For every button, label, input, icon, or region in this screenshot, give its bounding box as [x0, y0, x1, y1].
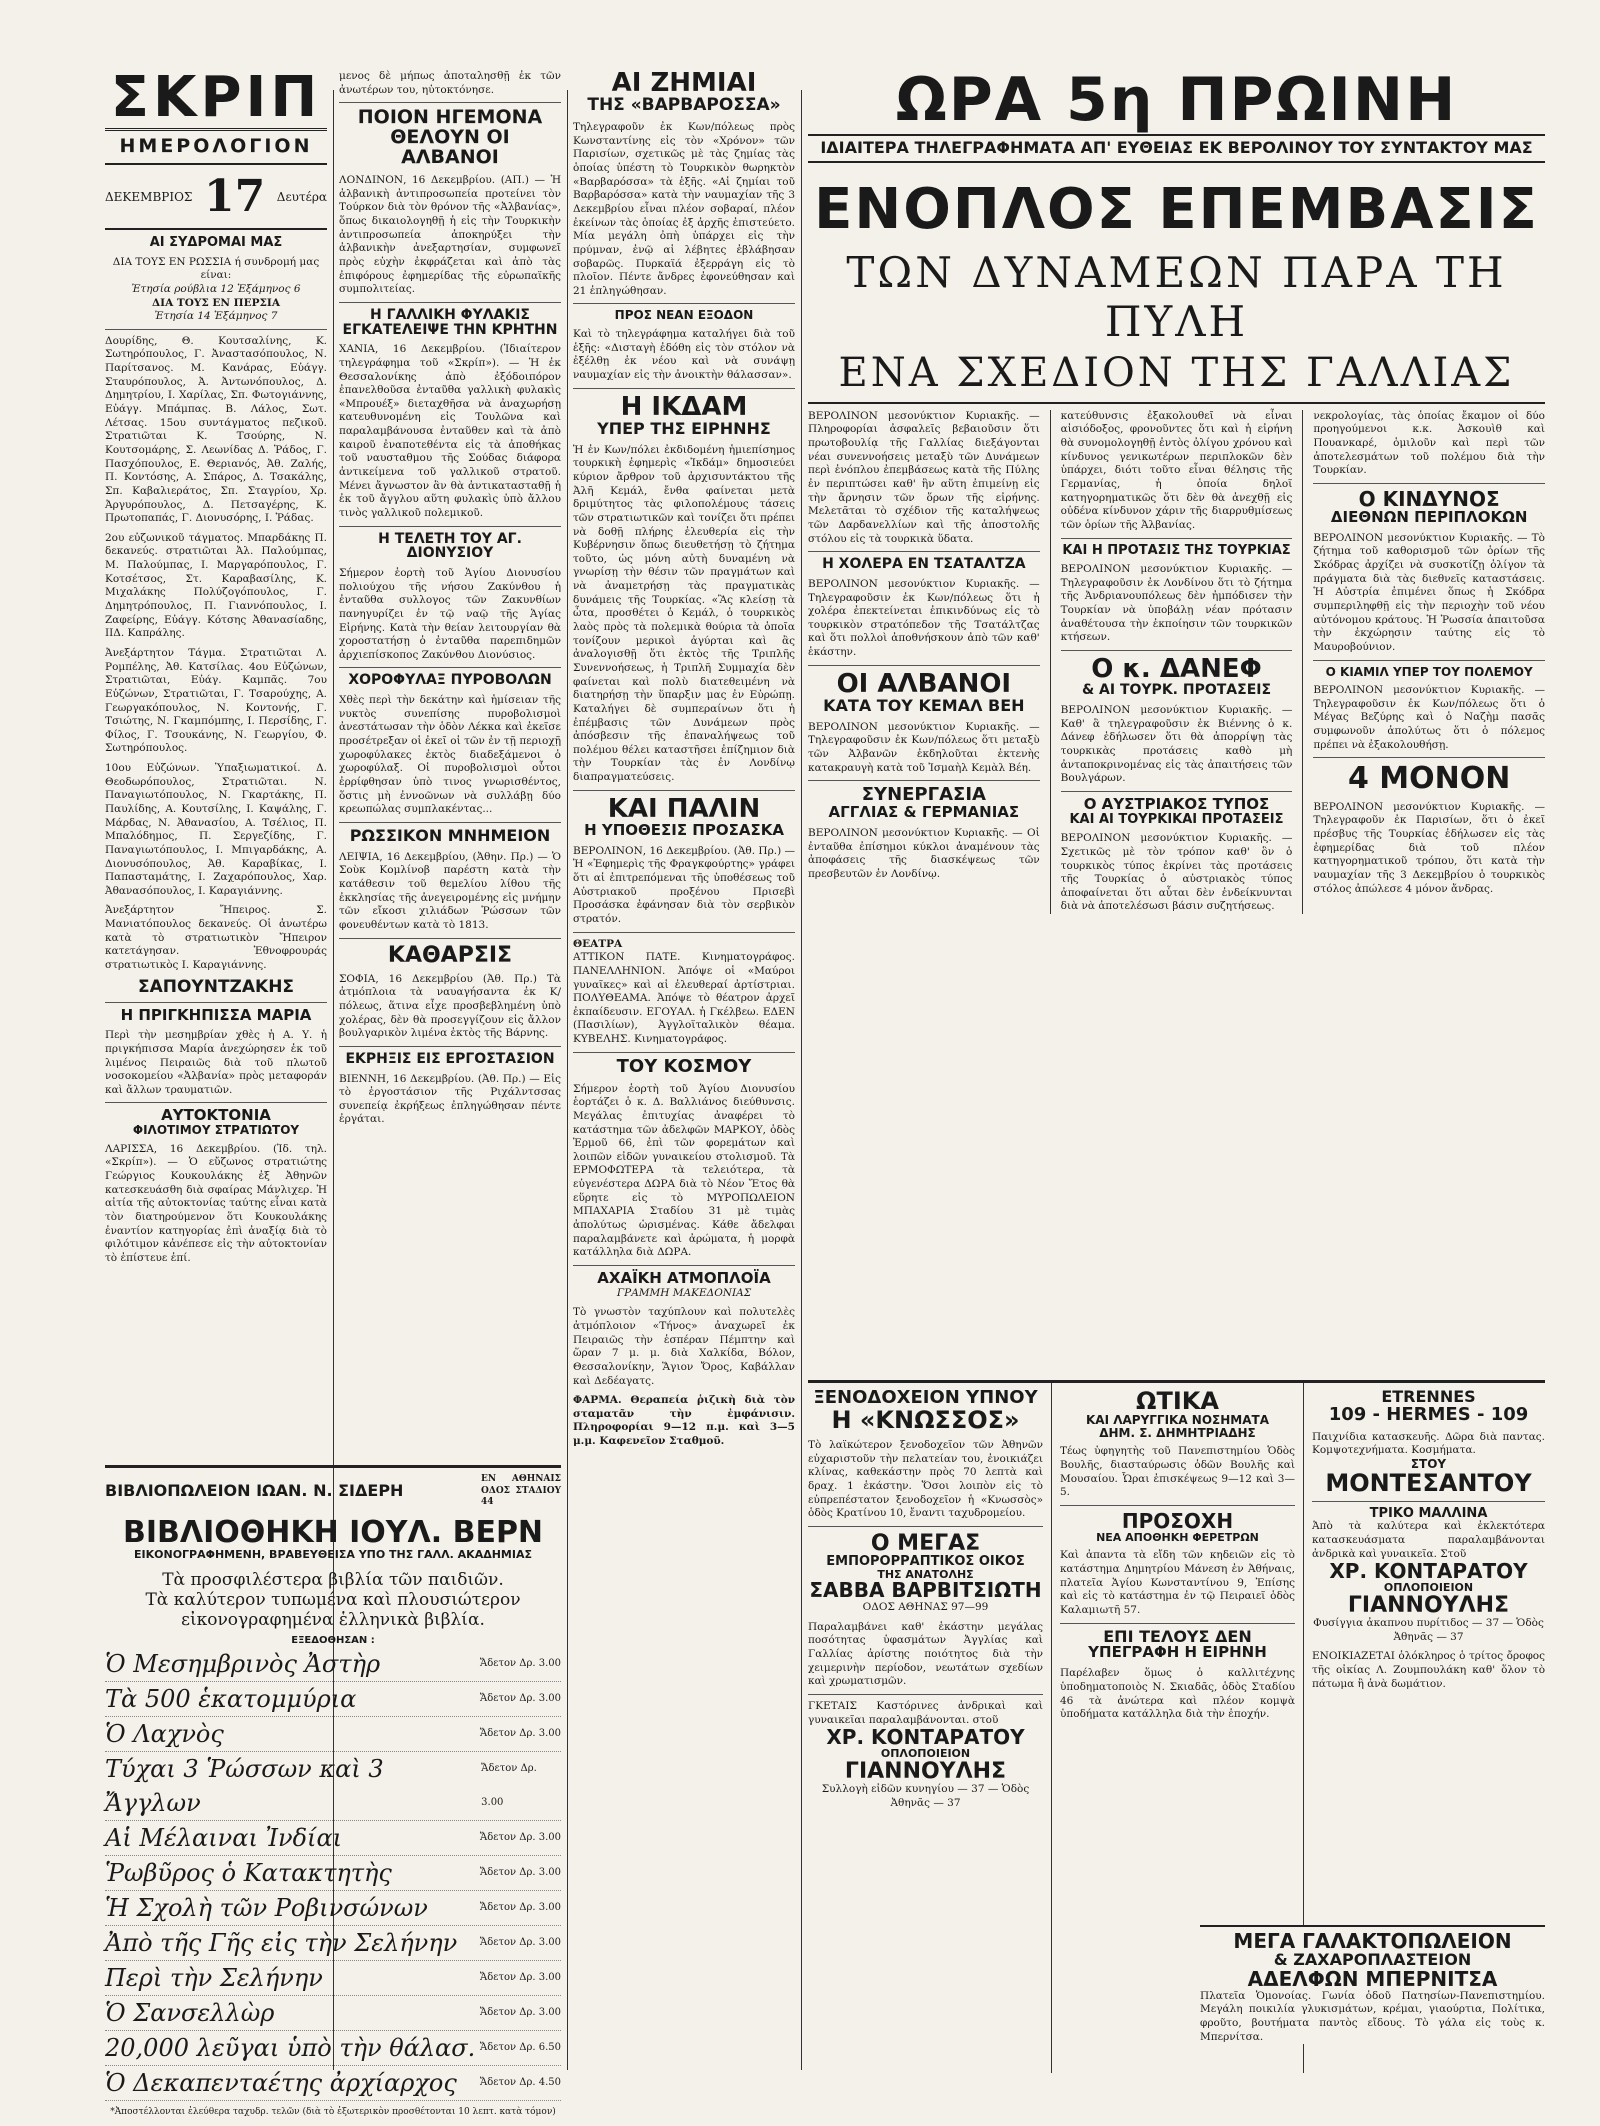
mega-address: ΟΔΟΣ ΑΘΗΝΑΣ 97—99	[862, 1601, 989, 1614]
four-only-heading: 4 ΜΟΝΟΝ	[1347, 761, 1511, 797]
etrennes-heading: ETRENNES	[1381, 1387, 1476, 1406]
guard-heading-1: Η ΓΑΛΛΙΚΗ ΦΥΛΑΚΙΣ	[370, 306, 530, 323]
book-list	[105, 1647, 561, 2101]
ikdam-heading-2: ΥΠΕΡ ΤΗΣ ΕΙΡΗΝΗΣ	[597, 418, 771, 438]
book-item	[105, 1647, 561, 1682]
coop-heading-1: ΣΥΝΕΡΓΑΣΙΑ	[861, 784, 986, 806]
attention-subheading: ΝΕΑ ΑΠΟΘΗΚΗ ΦΕΡΕΤΡΩΝ	[1096, 1530, 1259, 1544]
ikdam-heading-1: Η ΙΚΔΑΜ	[620, 391, 748, 422]
main-subcolumns	[808, 410, 1545, 914]
ear-doctor: ΔΗΜ. Σ. ΔΗΜΗΤΡΙΑΔΗΣ	[1099, 1425, 1256, 1440]
mega-heading-2: ΕΜΠΟΡΟΡΡΑΠΤΙΚΟΣ ΟΙΚΟΣ	[826, 1554, 1025, 1570]
book-price: Ἄδετον Δρ. 3.00	[479, 1727, 561, 1739]
verne-line-2: Τὰ καλύτερον τυπωμένα καὶ πλουσιώτερον εἰκονογραφημένα ἑλληνικὰ βιβλία.	[145, 1590, 521, 1631]
montesantou-heading: ΜΟΝΤΕΣΑΝΤΟΥ	[1325, 1468, 1532, 1497]
attention-heading: ΠΡΟΣΟΧΗ	[1121, 1508, 1234, 1533]
book-item	[105, 1752, 561, 1821]
ties-text: ΓΚΕΤΑΙΣ Καστόρινες ἀνδρικαὶ καὶ γυναικεῖαι παραλαμβάνονται. στοῦ	[808, 1700, 1043, 1726]
mega-heading-4: ΣΑΒΒΑ ΒΑΡΒΙΤΣΙΩΤΗ	[809, 1578, 1042, 1603]
verne-line-1: Τὰ προσφιλέστερα βιβλία τῶν παιδιῶν.	[162, 1570, 504, 1591]
ship-subheading: ΓΡΑΜΜΗ ΜΑΚΕΔΟΝΙΑΣ	[616, 1286, 752, 1299]
book-title: Περὶ τὴν Σελήνην	[105, 1963, 323, 1992]
hotel-heading-1: ΞΕΝΟΔΟΧΕΙΟΝ ΥΠΝΟΥ	[813, 1387, 1038, 1408]
giannoulis-2-address: Φυσίγγια ἀκαπνου πυρίτιδος — 37 — Ὁδὸς Ἀθηνᾶς — 37	[1313, 1616, 1544, 1643]
book-title: Τύχαι 3 Ῥώσσων καὶ 3 Ἄγγλων	[105, 1754, 384, 1817]
barb-text: Τηλεγραφοῦν ἐκ Κων/πόλεως πρὸς Κωνσταντίνης εἰς τὸν «Χρόνον» τῶν Παρισίων, σχετικῶς μὲ τὰς ζημίας τὰς ὁποίας ὑπέστη τὸ Τουρκικὸν θωρηκτὸν «Βαρβαρόσσα» τὰ ἑξῆς. «Αἱ ζημίαι τοῦ Βαρβαρόσσα» κατὰ τὴν ναυμαχίαν τῆς 3 Δεκεμβρίου εἶναι πλέον σοβαραί, πλέον ἐκείνων τὰς ὁποίας ἐξ ἀρχῆς ἐπιστεύετο. Μία μεγάλη ὀπὴ ὑπάρχει εἰς τὴν πρύμναν, ἐνῷ αἱ λέβητες ἐβλάβησαν σοβαρῶς. Πυρκαϊά ἐξερράγη εἰς τὸ πλοῖον. Πέντε ἄνδρες ἐφονεύθησαν καὶ 21 ἐπληγώθησαν.	[573, 121, 795, 297]
ikdam-text: Ἡ ἐν Κων/πόλει ἐκδιδομένη ἡμιεπίσημος τουρκικὴ ἐφημερὶς «Ἰκδάμ» δημοσιεύει κύριον ἄρθρον τοῦ ἀρχισυντάκτου τῆς Ἀλῆ Κεμάλ, ἔνθα φαίνεται μετὰ δριμύτητος τὰς φιλοπολέμους τάσεις τῶν στρατιωτικῶν καὶ τονίζει ὅτι πρέπει νὰ δοθῇ πλήρης ἐλευθερία εἰς τὴν Κυβέρνησιν ὅπως διευθετήσῃ τὸ ζήτημα τοῦτο, ὡς μόνη αὐτὴ δυναμένη νὰ γνωρίσῃ τὴν θέσιν τῶν πραγμάτων καὶ νὰ ἀναμετρήσῃ τὰς πραγματικὰς δυνάμεις τῆς Τουρκίας. «Ἂς κλείσῃ τὰ ὦτα, προσθέτει ὁ Κεμάλ, ὁ τουρκικὸς λαὸς πρὸς τὰ πολεμικὰ θούρια τὰ ὁποῖα τονίζουν μερικοὶ ἀγύρται καὶ ἂς ἀναλογισθῇ ὅτι ἐκτὸς τῆς Τριπλῆς Συνεννοήσεως, ἡ Τριπλῆ Συμμαχία δὲν φαίνεται καὶ πολὺ διατεθειμένη νὰ διατηρήσῃ τὴν ὕπαρξιν μας ἐν Εὐρώπῃ. Καταλήγει δὲ συμπεραίνων ὅτι ἡ ἐπέμβασις τῶν Δυνάμεων πρὸς ἀπόσβεσιν τῆς ἐπαναλήψεως τοῦ πολέμου θέλει καταστῆσει ἐπίζημιον διὰ τὴν Τουρκίαν τὰς ἐν Λονδίνῳ διαπραγματεύσεις.	[573, 443, 795, 784]
suicide-heading: ΑΥΤΟΚΤΟΝΙΑ	[161, 1106, 271, 1125]
date-month: ΔΕΚΕΜΒΡΙΟΣ	[105, 189, 193, 204]
austrian-press-text: ΒΕΡΟΛΙΝΟΝ μεσονύκτιον Κυριακῆς. — Σχετικῶς μὲ τὸν τρόπον καθ' ὃν ὁ τουρκικὸς τύπος ἐκρίνει τὰς προτάσεις τῆς Τουρκίας ὁ αὐστριακὸς τύπος ἀποφαίνεται ὅτι αὗται δὲν ἐνδείκνυνται διὰ νὰ ἀποτελέσωσι βάσιν συζητήσεως.	[1060, 832, 1293, 913]
leader-heading-2: ΘΕΛΟΥΝ ΟΙ ΑΛΒΑΝΟΙ	[390, 126, 510, 169]
guard-text: ΧΑΝΙΑ, 16 Δεκεμβρίου. (Ἰδιαίτερον τηλεγράφημα τοῦ «Σκρίπ»). — Ἡ ἐκ Θεσσαλονίκης ἀπὸ ἐξόδοιπόρον ἐπανελθοῦσα ἐνταῦθα γαλλικὴ φυλακὶς «Μπρουέξ» διεταχθῆσα νὰ ἀναχωρήσῃ κατευθυνομένη εἰς Τουλῶνα καὶ παραλαμβάνουσα ἐνταῦθεν καὶ τὰ ἀπὸ καιροῦ ἐναποτεθέντα εἰς τὰ ἀποθήκας τοῦ ναυσταθμου τῆς Σούδας διάφορα ἀντικείμενα τοῦ γαλλικοῦ στρατοῦ. Μένει ἄγνωστον ἂν θὰ ἀντικατασταθῇ ἡ ἐκ τοῦ ἄγγλου αὕτη φυλακὶς ὑπὸ ἄλλου τινὸς γαλλικοῦ πολεμικοῦ.	[339, 343, 561, 519]
book-item	[105, 1856, 561, 1891]
hermes-text: Παιχνίδια κατασκευῆς. Δῶρα διὰ παντας. Κομψοτεχνήματα. Κοσμήματα.	[1311, 1430, 1546, 1457]
subs-persia: ΔΙΑ ΤΟΥΣ ΕΝ ΠΕΡΣΙΑ	[152, 296, 280, 309]
peace-heading-2: ΥΠΕΓΡΑΦΗ Η ΕΙΡΗΝΗ	[1088, 1643, 1267, 1662]
danger-text: ΒΕΡΟΛΙΝΟΝ μεσονύκτιον Κυριακῆς. — Τὸ ζήτημα τοῦ καθορισμοῦ τῶν ὁρίων τῆς Σκόδρας ἀρχίζει νὰ συσκοτίζῃ ὁλίγον τὰ πράγματα διὰ τὰς διεθνεῖς καταστάσεις. Ἡ Αὐστρία ἐπιμένει ὅπως ἡ Σκόδρα συμπεριληφθῇ εἰς τὴν περιοχὴν τοῦ νέου αὐτόνομου κράτους. Ἡ Ῥωσσία ἀπαιτοῦσα τὴν ἐκχώρησιν ταύτης εἰς τὸ Μαυροβούνιον.	[1313, 531, 1545, 653]
book-price: Ἄδετον Δρ. 3.00	[479, 1692, 561, 1704]
mega-heading-1: Ο ΜΕΓΑΣ	[870, 1530, 981, 1556]
ads-col-a	[808, 1383, 1043, 2073]
book-item	[105, 1717, 561, 1752]
giannoulis-1: ΓΙΑΝΝΟΥΛΗΣ	[844, 1758, 1007, 1784]
albanians-text: ΒΕΡΟΛΙΝΟΝ μεσονύκτιον Κυριακῆς. — Τηλεγραφοῦσιν ἐκ Κων/πόλεως ὅτι μεταξὺ τῶν Ἀλβανῶν ἐκδηλοῦται ἐκτενὴς κατακραυγὴ κατὰ τοῦ Ἰσμαὴλ Κεμὰλ Βέη.	[808, 720, 1040, 774]
main-subcol-b	[1061, 410, 1293, 914]
austrian-press-heading-1: Ο ΑΥΣΤΡΙΑΚΟΣ ΤΥΠΟΣ	[1083, 794, 1270, 813]
ear-heading-2: ΚΑΙ ΛΑΡΥΓΓΙΚΑ ΝΟΣΗΜΑΤΑ	[1085, 1413, 1269, 1428]
giannoulis-2: ΓΙΑΝΝΟΥΛΗΣ	[1347, 1592, 1510, 1618]
masthead-title: ΣΚΡΙΠ	[105, 70, 327, 131]
bookshop-ad	[105, 1465, 561, 2117]
purge-heading: ΚΑΘΑΡΣΙΣ	[387, 942, 513, 968]
feast-heading: Η ΤΕΛΕΤΗ ΤΟΥ ΑΓ. ΔΙΟΝΥΣΙΟΥ	[378, 530, 522, 562]
cannon-text: Χθὲς περὶ τὴν δεκάτην καὶ ἡμίσειαν τῆς νυκτὸς συνεπίσης πυροβολισμοὶ ἀνεστάτωσαν τὴν ὁδὸν Λέκκα καὶ ἐκεῖσε προσέτρεξαν οἱ ἐκεῖ οἱ τῶν ἐν τῇ περιοχῇ χωροφύλακες ἐκτὸς διαδεξάμενοι ὁ χωροφύλαξ. Οἱ πυροβολισμοὶ οὗτοι ἐρρίφθησαν ὑπὸ τινος γνωρισθέντος, ὅστις μὴ ἐννοῶνων νὰ συλλάβῃ δύο κρεωπώλας συμπλακέντας...	[339, 694, 561, 816]
theatre-text: ΑΤΤΙΚΟΝ ΠΑΤΕ. Κινηματογράφος. ΠΑΝΕΛΛΗΝΙΟΝ. Ἀπόψε οἱ «Μαύροι γυναῖκες» καὶ αἱ ἐλευθεραί ἀρτίστριαι. ΠΟΛΥΘΕΑΜΑ. Ἀπόψε τὸ θέατρον ἀρχεῖ ἐκπαίδευσιν. ΕΓΟΥΑΛ. ἡ Γκέλβεω. ΕΔΕΝ (Πασιλίων), Ἀγγλοϊταλικὸν θέαμα. ΚΥΒΕΛΗΣ. Κινηματογράφος.	[573, 951, 795, 1046]
headline-2: ΤΩΝ ΔΥΝΑΜΕΩΝ ΠΑΡΑ ΤΗ ΠΥΛΗ	[846, 247, 1507, 346]
published-label: ΕΞΕΔΟΘΗΣΑΝ :	[291, 1635, 375, 1647]
banner-time: ΩΡΑ 5η ΠΡΩΙΝΗ	[895, 65, 1458, 135]
danger-heading-2: ΔΙΕΘΝΩΝ ΠΕΡΙΠΛΟΚΩΝ	[1330, 508, 1528, 526]
book-title: Ἡ Σχολὴ τῶν Ροβινσώνων	[105, 1893, 428, 1922]
book-title: Ὁ Μεσημβρινὸς Ἀστὴρ	[105, 1649, 381, 1678]
monument-heading: ΡΩΣΣΙΚΟΝ ΜΝΗΜΕΙΟΝ	[349, 825, 551, 845]
war-text: νεκρολογίας, τὰς ὁποίας ἔκαμον οἱ δύο προηγούμενοι κ.κ. Ἀσκουὶθ καὶ Πουανκαρέ, ὁμιλοῦν καὶ περὶ τῶν ἀποτελεσμάτων τοῦ πολέμου διὰ τὴν Τουρκίαν.	[1313, 409, 1545, 477]
albanians-heading-2: ΚΑΤΑ ΤΟΥ ΚΕΜΑΛ ΒΕΗ	[823, 696, 1025, 716]
verne-heading: ΒΙΒΛΙΟΘΗΚΗ ΙΟΥΛ. ΒΕΡΝ	[122, 1515, 544, 1551]
book-title: 20,000 λεῦγαι ὑπὸ τὴν θάλασ.	[105, 2033, 476, 2062]
book-price: Ἄδετον Δρ. 3.00	[479, 1971, 561, 1983]
bookshop-note: *Ἀποστέλλονται ἐλεύθερα ταχυδρ. τελῶν (διὰ τὸ ἐξωτερικὸν προσθέτονται 10 λεπτ. κατὰ τόμον)	[110, 2106, 556, 2117]
dairy-text: Πλατεῖα Ὁμονοίας. Γωνία ὁδοῦ Πατησίων-Πανεπιστημίου. Μεγάλη ποικιλία γλυκισμάτων, κρέμαι, γιαούρτια, Πολίτικα, φροῦτο, βουτήματα παντὸς εἴδους. Τὸ γάλα εἰς τοὺς κ. Μπερνίτσα.	[1200, 1989, 1545, 2043]
main-subcol-c	[1313, 410, 1545, 914]
col2-top-text: μενος δὲ μήπως ἀποταλησθῇ ἐκ τῶν ἀνωτέρων του, ηὐτοκτόνησε.	[339, 70, 561, 96]
book-price: Ἄδετον Δρ. 3.00	[479, 1657, 561, 1669]
ship-heading: ΑΧΑΪΚΗ ΑΤΜΟΠΛΟΪΑ	[597, 1268, 771, 1287]
book-item	[105, 1821, 561, 1856]
hermes-heading: 109 - HERMES - 109	[1328, 1403, 1529, 1425]
book-price: Ἄδετον Δρ. 3.00	[481, 1762, 537, 1808]
gunshop-2: ΟΠΛΟΠΟΙΕΙΟΝ	[1383, 1581, 1474, 1595]
suicide-text: ΛΑΡΙΣΣΑ, 16 Δεκεμβρίου. (Ἰδ. τηλ. «Σκρίπ»). — Ὁ εὔζωνος στρατιώτης Γεώργιος Κουκουλάκης ἐξ Ἀθηνῶν κατεσκευάσθη διὰ σφαίρας Μάνλιχερ. Ἡ αἰτία τῆς αὐτοκτονίας ταύτης εἶναι κατὰ τὸν διατηρούμενον ὅτι Κουκουλάκης ἐναντίον κατηγορίας ἐπὶ ἀναξίᾳ διὰ τὸ φιλότιμον κἀνέπεσε εἰς τὴν αὐτοκτονίαν τὸ ἐπίστευε ἐπί.	[105, 1142, 327, 1264]
book-title: Αἱ Μέλαιναι Ἰνδίαι	[105, 1823, 343, 1852]
kiamil-text: ΒΕΡΟΛΙΝΟΝ μεσονύκτιον Κυριακῆς. — Τηλεγραφοῦσιν ἐκ Κων/πόλεως ὅτι ὁ Μέγας Βεζύρης καὶ ὁ Ναζὴμ πασᾶς συμφωνοῦν ἀπολύτως ὅτι ὁ πόλεμος πρέπει νὰ ἐξακολουθήσῃ.	[1313, 684, 1545, 751]
subscriptions-heading: ΑΙ ΣΥΔΡΟΜΑΙ ΜΑΣ	[149, 235, 283, 250]
rent-text: ΕΝΟΙΚΙΑΖΕΤΑΙ ὁλόκληρος ὁ τρίτος ὄροφος τῆς οἰκίας Λ. Ζουμπουλάκη καθ' ὅλον τὸ πάτωμα ἢ ἀνὰ δωμάτιον.	[1311, 1650, 1546, 1690]
again-heading-1: ΚΑΙ ΠΑΛΙΝ	[607, 793, 761, 824]
ship-text: Τὸ γνωστὸν ταχύπλουν καὶ πολυτελὲς ἀτμόπλοιον «Τήνος» ἀναχωρεῖ ἐκ Πειραιῶς τὴν ἑσπέραν Πέμπτην καὶ ὥραν 7 μ. μ. διὰ Χαλκίδα, Βόλον, Θεσσαλονίκην, Ἅγιον Ὄρος, Καβάλλαν καὶ Δεδέαγατς.	[573, 1306, 795, 1387]
book-price: Ἄδετον Δρ. 6.50	[479, 2041, 561, 2053]
barb-heading-2: ΤΗΣ «ΒΑΡΒΑΡΟΣΣΑ»	[587, 95, 781, 116]
verne-subheading: ΕΙΚΟΝΟΓΡΑΦΗΜΕΝΗ, ΒΡΑΒΕΥΘΕΙΣΑ ΥΠΟ ΤΗΣ ΓΑΛΛ. ΑΚΑΔΗΜΙΑΣ	[134, 1547, 532, 1561]
book-item	[105, 2066, 561, 2101]
book-title: Ῥωβῦρος ὁ Κατακτητὴς	[105, 1858, 392, 1887]
kontaratou-2: ΧΡ. ΚΟΝΤΑΡΑΤΟΥ	[1329, 1559, 1528, 1584]
peace-text: Παρέλαβεν ὅμως ὁ καλλιτέχνης ὑποδηματοποιὸς Ν. Σκιαδᾶς, ὁδὸς Σταδίου 46 τὰ ἀνώτερα καὶ πλέον κομψὰ ὑποδήματα κατάλληλα διὰ τὴν ἐποχήν.	[1059, 1667, 1295, 1721]
princess-heading: Η ΠΡΙΓΚΗΠΙΣΣΑ ΜΑΡΙΑ	[120, 1005, 312, 1024]
world-heading: ΤΟΥ ΚΟΣΜΟΥ	[616, 1055, 752, 1077]
newspaper-page	[105, 65, 1546, 2117]
book-item	[105, 1891, 561, 1926]
book-item	[105, 1682, 561, 1717]
blast-heading: ΕΚΡΗΞΙΣ ΕΙΣ ΕΡΓΟΣΤΑΣΙΟΝ	[345, 1050, 555, 1067]
bookshop-address: ΕΝ ΑΘΗΝΑΙΣ ΟΔΟΣ ΣΤΑΔΙΟΥ 44	[481, 1474, 561, 1508]
book-price: Ἄδετον Δρ. 3.00	[479, 2006, 561, 2018]
leader-heading-1: ΠΟΙΟΝ ΗΓΕΜΟΝΑ	[357, 106, 543, 129]
dairy-heading-3: ΑΔΕΛΦΩΝ ΜΠΕΡΝΙΤΣΑ	[1247, 1966, 1498, 1991]
lead-text: ΒΕΡΟΛΙΝΟΝ μεσονύκτιον Κυριακῆς. — Πληροφορίαι ἀσφαλεῖς βεβαιοῦσιν ὅτι πρωτοβουλίᾳ τῆς Γαλλίας διεξάγονται νέαι συνεννοήσεις μεταξὺ τῶν Δυνάμεων περὶ ἐνόπλου ἐπεμβάσεως κατὰ τῆς Πύλης ἐν περιπτώσει καθ' ἣν αὕτη ἐπιμείνῃ εἰς τὴν ἄρνησιν τῶν ὅρων τῆς εἰρήνης. Μελετᾶται τὸ σχέδιον τῆς καταλήψεως τῶν Δαρδανελλίων καὶ τῆς ἀποστολῆς στόλου εἰς τὰ τουρκικὰ ὕδατα.	[808, 409, 1040, 545]
ear-text: Τέως ὑφηγητὴς τοῦ Πανεπιστημίου Ὁδὸς Βουλῆς, διασταύρωσις ὁδῶν Βουλῆς καὶ Μουσαίου. Ὧραι ἐπισκέψεως 9—12 καὶ 3—5.	[1059, 1445, 1295, 1499]
turk-proposal-heading: ΚΑΙ Η ΠΡΟΤΑΣΙΣ ΤΗΣ ΤΟΥΡΚΙΑΣ	[1062, 542, 1291, 558]
book-item	[105, 1961, 561, 1996]
date-weekday: Δευτέρα	[276, 189, 327, 204]
headline-1: ΕΝΟΠΛΟΣ ΕΠΕΜΒΑΣΙΣ	[814, 176, 1539, 242]
pharm-text: ΦΑΡΜΑ. Θεραπεία ῥιζικὴ διὰ τὸν σταματᾶν τὴν ἐμφάνισιν. Πληροφορίαι 9—12 π.μ. καὶ 3—5 μ.μ. Καφενεῖον Σταθμοῦ.	[573, 1394, 795, 1448]
book-title: Ὁ Δεκαπενταέτης ἀρχίαρχος	[105, 2068, 457, 2097]
cholera-heading: Η ΧΟΛΕΡΑ ΕΝ ΤΣΑΤΑΛΤΖΑ	[822, 556, 1026, 573]
main-subcol-a	[808, 410, 1040, 914]
suicide-subheading: ΦΙΛΟΤΙΜΟΥ ΣΤΡΑΤΙΩΤΟΥ	[132, 1123, 300, 1138]
book-price: Ἄδετον Δρ. 3.00	[479, 1831, 561, 1843]
again-heading-2: Η ΥΠΟΘΕΣΙΣ ΠΡΟΣΑΣΚΑ	[584, 821, 784, 840]
subs-russia: ΔΙΑ ΤΟΥΣ ΕΝ ΡΩΣΣΙΑ ή συνδρομή μας είναι:	[112, 255, 320, 282]
gunshop-1: ΟΠΛΟΠΟΙΕΙΟΝ	[880, 1747, 971, 1761]
soap-name: ΣΑΠΟΥΝΤΖΑΚΗΣ	[137, 976, 295, 997]
kiamil-heading: Ο ΚΙΑΜΙΛ ΥΠΕΡ ΤΟΥ ΠΟΛΕΜΟΥ	[1325, 664, 1533, 679]
book-item	[105, 1996, 561, 2031]
column-3	[573, 70, 795, 2080]
lead-text-2: κατεύθυνσις ἐξακολουθεῖ νὰ εἶναι αἰσιόδοξος, φρονοῦντες ὅτι καὶ ἡ εἰρήνη θὰ συνομολογηθῇ ἐντὸς ὀλίγου χρόνου καὶ κίνδυνος γενικωτέρων περιπλοκῶν δὲν ὑπάρχει, διότι τοῦτο εἶναι θέλησις τῆς Γερμανίας, ἡ ὁποία δηλοῖ κατηγορηματικῶς ὅτι δὲν θὰ ἀνεχθῇ εἰς οὐδένα κίνδυνον χάριν τῆς διαρρυθμίσεως τῶν ὁρίων τῆς Ἀλβανίας.	[1060, 409, 1293, 531]
mega-heading-3: ΤΗΣ ΑΝΑΤΟΛΗΣ	[877, 1567, 974, 1581]
feast-text: Σήμερον ἑορτὴ τοῦ Ἁγίου Διονυσίου πολιούχου τῆς νήσου Ζακύνθου ἡ ἐνταῦθα συλλογος τῶν Ζακυνθίων πανηγυρίζει ἐν τῷ ναῷ τῆς Ἁγίας Εἰρήνης. Κατὰ τὴν θείαν λειτουργίαν θὰ χοροστατήσῃ ὁ ἐνταῦθα παρεπιδημῶν ἀρχιεπίσκοπος Ζακύνθου Διονύσιος.	[339, 566, 561, 661]
danef-text: ΒΕΡΟΛΙΝΟΝ μεσονύκτιον Κυριακῆς. — Καθ' ἃ τηλεγραφοῦσιν ἐκ Βιέννης ὁ κ. Δάνεφ ἐδήλωσεν ὅτι θὰ ἀπορρίψῃ τὰς τουρκικὰς προτάσεις καθὸ μὴ ἀνταποκρινομένας εἰς τὰς ἀπαιτήσεις τῶν Βουλγάρων.	[1060, 704, 1293, 785]
theatre-heading: ΘΕΑΤΡΑ	[573, 937, 623, 950]
subs-russia-rate: Ἐτησία ρούβλια 12 Ἑξάμηνος 6	[131, 282, 301, 295]
blast-text: ΒΙΕΝΝΗ, 16 Δεκεμβρίου. (Ἀθ. Πρ.) — Εἰς τὸ ἐργοστάσιον τῆς Ριχάλντσσας συνεπείᾳ ἐκρήξεως ἐπληγώθησαν πέντε ἐργάται.	[339, 1072, 561, 1126]
coop-heading-2: ΑΓΓΛΙΑΣ & ΓΕΡΜΑΝΙΑΣ	[828, 803, 1020, 822]
kontaratou-1: ΧΡ. ΚΟΝΤΑΡΑΤΟΥ	[826, 1725, 1025, 1750]
attention-text: Καὶ ἀπαντα τὰ εἴδη τῶν κηδειῶν εἰς τὸ κατάστημα Δημητρίου Μάνεση ἐν Ἀθήναις, πλατεῖα Ἁγίου Κωνσταντίνου 9, Ἐπίσης καὶ εἰς τὸ κατάστημα ἐν τῷ Πειραιεῖ ὁδὸς Καλαμιωτῆ 57.	[1059, 1549, 1295, 1617]
casualty-list-2: 2ου εὐζωνικοῦ τάγματος. Μπαρδάκης Π. δεκανεύς. στρατιῶται Ἀλ. Παλούμπας, Μ. Παλούμπας, Ι. Μαργαρόπουλος, Γ. Κοτσέτσος, Στ. Καραβασίλης, Κ. Μιχαλάκης Πολύζογόπουλος, Γ. Δημητρόπουλος, Π. Γιαννόπουλος, Ι. Ζαφείρης, Εὐάγγ. Κότσης Ἀθανασίαδης, ΙΙΔ. Καπράλης.	[105, 531, 327, 640]
book-price: Ἄδετον Δρ. 3.00	[479, 1901, 561, 1913]
turk-proposal-text: ΒΕΡΟΛΙΝΟΝ μεσονύκτιον Κυριακῆς. — Τηλεγραφοῦσιν ἐκ Λονδίνου ὅτι τὸ ζήτημα τῆς Ἀνδριανουπόλεως δὲν ἠμπόδισεν τὴν Τουρκίαν νὰ ὑποβάλῃ νέαν πρότασιν ἀναθέτουσα τὴν ἐκποίησιν τῶν τουρκικῶν κτήσεων.	[1060, 563, 1293, 644]
book-item	[105, 1926, 561, 1961]
danef-subheading: & ΑΙ ΤΟΥΡΚ. ΠΡΟΤΑΣΕΙΣ	[1081, 682, 1272, 699]
hotel-heading-2: Η «ΚΝΩΣΣΟΣ»	[831, 1405, 1020, 1434]
bookshop-name: ΒΙΒΛΙΟΠΩΛΕΙΟΝ ΙΩΑΝ. Ν. ΣΙΔΕΡΗ	[105, 1481, 404, 1501]
book-title: Τὰ 500 ἑκατομμύρια	[105, 1684, 357, 1713]
book-title: Ἀπὸ τῆς Γῆς εἰς τὴν Σελήνην	[105, 1928, 458, 1957]
ear-heading-1: ΩΤΙΚΑ	[1136, 1387, 1219, 1415]
casualty-list-5: Ἀνεξάρτητον Ἤπειρος. Σ. Μανιατόπουλος δεκανεύς. Οἱ ἀνωτέρω κατὰ τὸ στρατιωτικὸν Ἤπειρον κατετάγησαν. Ἐθνοφρουράς στρατιωτικὸς Ι. Καραγιάννης.	[105, 904, 327, 972]
mega-text: Παραλαμβάνει καθ' ἑκάστην μεγάλας ποσότητας ὑφασμάτων Ἀγγλίας καὶ Γαλλίας ἀρίστης ποιότητος διὰ τὴν χειμερινὴν περίοδον, νεωτάτων σχεδίων καὶ χρωματισμῶν.	[808, 1620, 1043, 1688]
tricot-heading: ΤΡΙΚΟ ΜΑΛΛΙΝΑ	[1369, 1505, 1488, 1521]
subs-persia-rate: Ἐτησία 14 Ἑξάμηνος 7	[154, 310, 278, 323]
princess-text: Περὶ τὴν μεσημβρίαν χθὲς ἡ Α. Υ. ἡ πριγκήπισσα Μαρία ἀνεχώρησεν ἐκ τοῦ λιμένος Πειραιῶς διὰ τοῦ πλωτοῦ νοσοκομείου «Ἀλβανία» πρὸς μεταφοράν καὶ ἄλλων τραυματιῶν.	[105, 1029, 327, 1096]
leader-text: ΛΟΝΔΙΝΟΝ, 16 Δεκεμβρίου. (ΑΠ.) — Ἡ ἀλβανικὴ ἀντιπροσωπεία προτείνει τὸν Τούρκον διὰ τὸν θρόνον τῆς «Ἀλβανίας», ὅπως δικαιολογηθῇ ἡ εἰς τὴν Τουρκικὴν ἀντιπροσωπεία ἀποκηρύξει τὴν ἀλβανικὴν ἀνεξαρτησίαν, συμφωνεῖ πρὸς εὐχὴν ἐκφράζεται καὶ ἀπὸ τὰς ἐπιφόρους ἐφημερίδας τῆς εὐρωπαϊκῆς συμπολιτείας.	[339, 174, 561, 296]
casualty-list-3: Ἀνεξάρτητον Τάγμα. Στρατιῶται Λ. Ρομπέλης, Ἀθ. Κατσίλας. 4ου Εὐζώνων, Στρατιῶται, Εὐάγ. Καμπᾶς. 7ου Εὐζώνων, Στρατιῶται, Γ. Τσαρούχης, Α. Γεωργακόπουλος, Ν. Κοντονής, Γ. Τσιώτης, Ν. Γκαμπόμπης, Ι. Περσίδης, Γ. Φίλος, Γ. Τσουκάνης, Ν. Γεωργίου, Φ. Σωτηρόπουλος.	[105, 646, 327, 755]
barb-heading-1: ΑΙ ΖΗΜΙΑΙ	[611, 68, 757, 98]
date-day: 17	[203, 171, 266, 222]
dairy-heading-2: & ΖΑΧΑΡΟΠΛΑΣΤΕΙΟΝ	[1273, 1950, 1472, 1969]
exit-text: Καὶ τὸ τηλεγράφημα καταλήγει διὰ τοῦ ἑξῆς: «Δισταγὴ ἐδόθη εἰς τὸν στόλον νὰ ἐξέλθῃ ἐκ νέου καὶ νὰ συνάψῃ ναυμαχίαν εἰς τὴν ἀνοικτὴν θάλασσαν».	[573, 328, 795, 381]
coop-text: ΒΕΡΟΛΙΝΟΝ μεσονύκτιον Κυριακῆς. — Οἱ ἐνταῦθα ἐπίσημοι κύκλοι ἀναμένουν τὰς ἀποφάσεις τῆς διασκέψεως τῶν πρεσβευτῶν ἐν Λονδίνῳ.	[808, 827, 1040, 880]
montesantou-pre: ΣΤΟΥ	[1410, 1456, 1447, 1471]
austrian-press-heading-2: ΚΑΙ ΑΙ ΤΟΥΡΚΙΚΑΙ ΠΡΟΤΑΣΕΙΣ	[1069, 811, 1284, 827]
date-row	[105, 171, 327, 222]
dairy-ad	[1200, 1925, 1545, 2044]
purge-text: ΣΟΦΙΑ, 16 Δεκεμβρίου (Ἀθ. Πρ.) Τὰ ἀτμόπλοια τὰ ναυαγήσαντα ἐκ Κ/πόλεως, ἅτινα εἶχε προσβεβλημένη ὑπὸ χολέρας, δὲν θὰ προσεγγίζουν εἰς ἄλλον βουλγαρικὸν λιμένα ἐκτὸς τῆς Βάρνης.	[339, 972, 561, 1040]
headline-3: ΕΝΑ ΣΧΕΔΙΟΝ ΤΗΣ ΓΑΛΛΙΑΣ	[838, 349, 1515, 396]
danef-heading: Ο κ. ΔΑΝΕΦ	[1091, 654, 1262, 685]
again-text: ΒΕΡΟΛΙΝΟΝ, 16 Δεκεμβρίου. (Ἀθ. Πρ.) — Ἡ «Ἐφημερὶς τῆς Φραγκφούρτης» γράφει ὅτι αἱ ἐπιτρεπόμεναι τῆς ὑποθέσεως τοῦ Αὐστριακοῦ προξένου Πρισεβὶ Προσάσκα ἐφάνησαν διὰ τὸν σερβικὸν στρατόν.	[573, 844, 796, 925]
book-price: Ἄδετον Δρ. 3.00	[479, 1866, 561, 1878]
casualty-list-1: Δουρίδης, Θ. Κουτσαλίνης, Κ. Σωτηρόπουλος, Γ. Ἀναστασόπουλος, Ν. Παρίτσανος. Μ. Κανάρας, Εὐάγγ. Σταυρόπουλος, Ἀ. Ἀντωνόπουλος, Δ. Δημητρίου, Ι. Χαρίλας, Σπ. Φωτογιάννης, Εὐάγγ. Μπάμπας. Β. Λάλος, Σωτ. Λέτσας. 15ου συντάγματος πεζικοῦ. Στρατιῶται Κ. Τσούρης, Ν. Κουτσομάρης, Σ. Λεωνίδας Δ. Ῥάδος, Γ. Πασχόπουλος, Ε. Θεριανός, Ἀθ. Ζαλής, Π. Κοντόσης, Α. Σπάρος, Δ. Τσακάλης, Σπ. Καβαλιεράτος, Σπ. Σταγρίου, Χρ. Ἀργυρόπουλος, Δ. Πετσαγέρης, Κ. Πρωτοπαπάς, Γ. Διονυσόρης, Ι. Ῥάδας.	[105, 334, 327, 525]
monument-text: ΛΕΙΨΙΑ, 16 Δεκεμβρίου, (Ἀθην. Πρ.) — Ὁ Σοὺκ Κομλίνοβ παρέστη κατὰ τὴν κατάθεσιν τοῦ θεμελίου λίθου τῆς ἐκκλησίας τῆς ἀνεγειρομένης εἰς μνήμην τῶν εἴκοσι χιλιάδων Ῥώσσων τῶν φονευθέντων κατὰ τὸ 1813.	[339, 850, 561, 931]
dairy-heading-1: ΜΕΓΑ ΓΑΛΑΚΤΟΠΩΛΕΙΟΝ	[1233, 1929, 1512, 1953]
albanians-heading-1: ΟΙ ΑΛΒΑΝΟΙ	[836, 668, 1012, 699]
masthead-subtitle: ΗΜΕΡΟΛΟΓΙΟΝ	[119, 135, 313, 157]
cholera-text: ΒΕΡΟΛΙΝΟΝ μεσονύκτιον Κυριακῆς. — Τηλεγραφοῦσιν ἐκ Κων/πόλεως ὅτι ἡ χολέρα ἐπεκτείνεται ἐπικινδύνως εἰς τὸ τουρκικὸν στρατόπεδον τῆς Τσατάλτζας καὶ ὅτι πολλοὶ ἀποθνήσκουν ἀπὸ τῶν καθ' ἑκάστην.	[808, 577, 1040, 659]
exit-heading: ΠΡΟΣ ΝΕΑΝ ΕΞΟΔΟΝ	[614, 308, 754, 323]
casualty-list-4: 10ου Εὐζώνων. Ὑπαξιωματικοί. Δ. Θεοδωρόπουλος, Στρατιῶται. Ν. Παναγιωτόπουλος, Ν. Γκαρτάκης, Π. Παυλίδης, Α. Κουτσίλης, Ι. Καψάλης, Γ. Μάρδας, Ν. Ἀθανασίου, Α. Τσέλιος, Π. Μπαλόδημος, Π. Σεργεζίδης, Γ. Παναγιωτόπουλος, Ι. Μπιγαρδάκης, Α. Διονυσόπουλος, Ἀθ. Καραβίκας, Ι. Παπασταμάτης, Ι. Ζαχαρόπουλος, Χαρ. Ἀθανασόπουλος, Ι. Καραγιάννης.	[105, 762, 327, 897]
book-title: Ὁ Λαχνὸς	[105, 1719, 224, 1748]
peace-heading-1: ΕΠΙ ΤΕΛΟΥΣ ΔΕΝ	[1103, 1626, 1252, 1646]
cannon-heading: ΧΟΡΟΦΥΛΑΞ ΠΥΡΟΒΟΛΩΝ	[348, 672, 552, 689]
book-title: Ὁ Σανσελλὼρ	[105, 1998, 275, 2027]
giannoulis-1-address: Συλλογὴ εἰδῶν κυνηγίου — 37 — Ὁδὸς Ἀθηνᾶς — 37	[821, 1782, 1030, 1809]
hotel-text: Τὸ λαϊκώτερον ξενοδοχεῖον τῶν Ἀθηνῶν εὐχαριστοῦν τὴν πελατείαν του, ἐνοικιάζει κλίνας, καθεκάστην πρὸς 70 λεπτὰ καὶ δραχ. 1 ἑκάστην. Ὅσοι λοιπὸν εἰς τὸ εὐπρεπέστατον ξενοδοχεῖον ἡ «Κνωσσὸς» ὁδὸς Κρατίνου 10, ἔναντι ταχυδρομείου.	[808, 1439, 1043, 1520]
world-text: Σήμερον ἑορτὴ τοῦ Ἁγίου Διονυσίου ἑορτάζει ὁ κ. Δ. Βαλλιάνος διεύθυνσις. Μεγάλας ἐπιτυχίας ἀναφέρει τὸ κατάστημα τῶν ἀδελφῶν ΜΑΡΚΟΥ, ὁδὸς Ἑρμοῦ 66, ἐπὶ τῶν φορεμάτων καὶ λοιπῶν εἰδῶν γυναικείου στολισμοῦ. Τὰ ΕΡΜΟΦΩΤΕΡΑ τὰ τελειότερα, τὰ εὐγενέστερα ΔΩΡΑ διὰ τὸ Νέον Ἔτος θὰ εὕρητε εἰς τὸ ΜΥΡΟΠΩΛΕΙΟΝ ΜΠΑΧΑΡΙΑ Σταδίου 31 μὲ τιμὰς ἀπολύτως ὡρισμένας. Κάθε ἄδελφαι παραλαμβάνετε καὶ ἀρώματα, ἡ μορφὰ κατάλληλα διὰ ΔΩΡΑ.	[573, 1082, 795, 1259]
banner-subtitle: ΙΔΙΑΙΤΕΡΑ ΤΗΛΕΓΡΑΦΗΜΑΤΑ ΑΠ' ΕΥΘΕΙΑΣ ΕΚ ΒΕΡΟΛΙΝΟΥ ΤΟΥ ΣΥΝΤΑΚΤΟΥ ΜΑΣ	[808, 134, 1545, 163]
book-item	[105, 2031, 561, 2066]
guard-heading-2: ΕΓΚΑΤΕΛΕΙΨΕ ΤΗΝ ΚΡΗΤΗΝ	[342, 321, 558, 338]
danger-heading-1: Ο ΚΙΝΔΥΝΟΣ	[1358, 487, 1500, 511]
four-only-text: ΒΕΡΟΛΙΝΟΝ μεσονύκτιον Κυριακῆς. — Τηλεγραφοῦν ἐκ Παρισίων, ὅτι ὁ ἐκεῖ πρέσβυς τῆς Τουρκίας ἐδήλωσεν εἰς τὰς ἐφημερίδας διὰ τοῦ πλέον κατηγορηματικοῦ τρόπου, ὅτι κατὰ τὴν ναυμαχίαν τῆς 3 Δεκεμβρίου ὁ τουρκικὸς στόλος ἀπώλεσε 4 μόνον ἄνδρας.	[1313, 800, 1545, 895]
book-price: Ἄδετον Δρ. 4.50	[479, 2076, 561, 2088]
book-price: Ἄδετον Δρ. 3.00	[479, 1936, 561, 1948]
tricot-text: Ἀπὸ τὰ καλύτερα καὶ ἐκλεκτότερα κατασκευάσματα παραλαμβάνονται ἀνδρικὰ καὶ γυναικεῖα. Στοῦ	[1311, 1520, 1546, 1560]
